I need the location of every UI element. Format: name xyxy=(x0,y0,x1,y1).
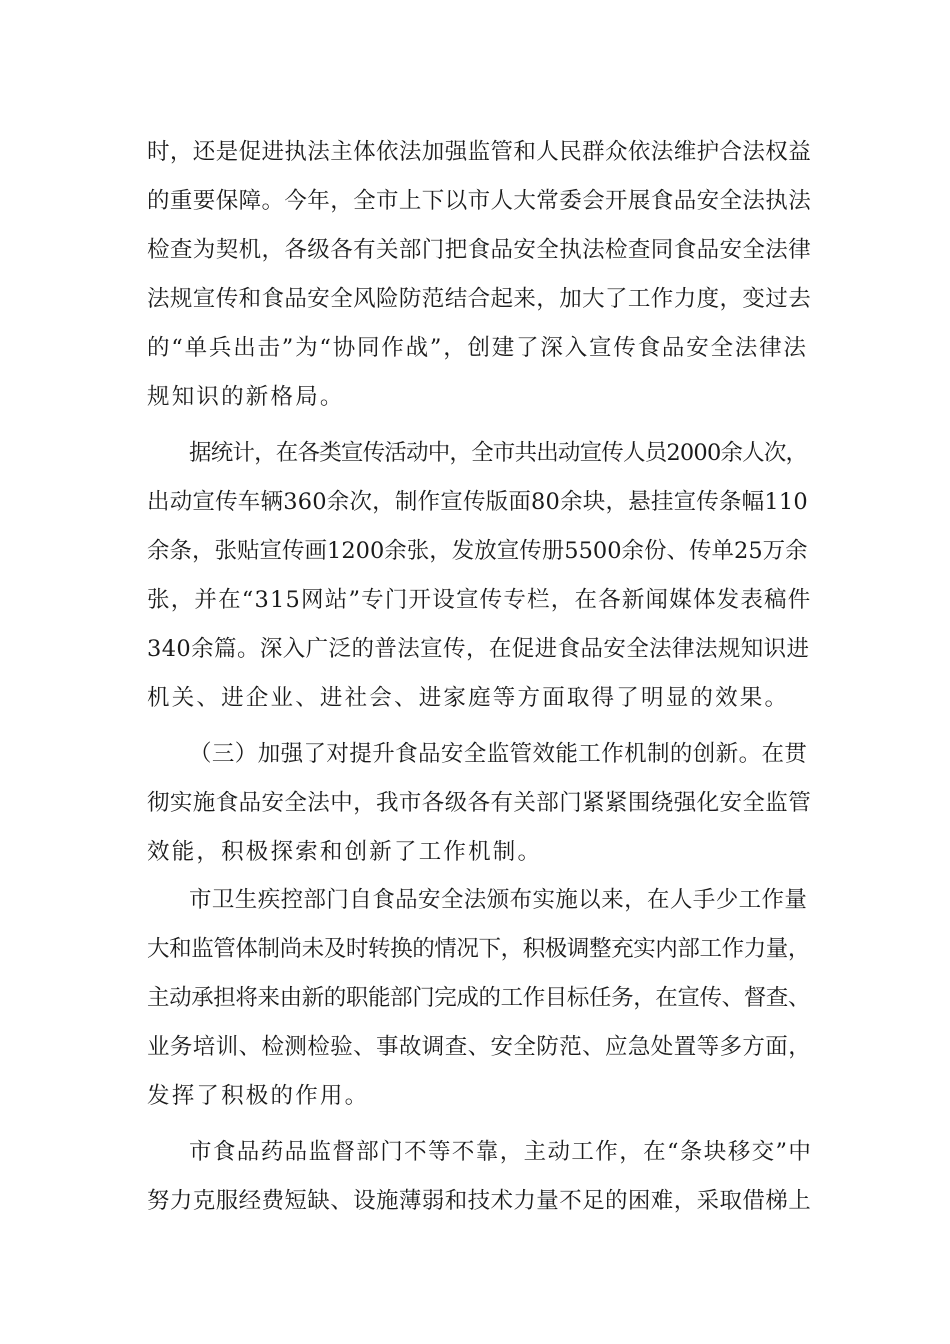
section-heading-line: （三）加强了对提升食品安全监管效能工作机制的创新。在贯 xyxy=(189,741,808,767)
text-line: 张，并在“315网站”专门开设宣传专栏，在各新闻媒体发表稿件 xyxy=(147,587,812,613)
text-line: 机关、进企业、进社会、进家庭等方面取得了明显的效果。 xyxy=(147,685,790,711)
text-line: 的重要保障。今年，全市上下以市人大常委会开展食品安全法执法 xyxy=(147,188,812,214)
text-line: 效能，积极探索和创新了工作机制。 xyxy=(147,839,543,865)
paragraph-start-line: 市卫生疾控部门自食品安全法颁布实施以来，在人手少工作量 xyxy=(189,887,808,913)
text-line: 时，还是促进执法主体依法加强监管和人民群众依法维护合法权益 xyxy=(147,139,812,165)
text-line: 主动承担将来由新的职能部门完成的工作目标任务，在宣传、督查、 xyxy=(147,985,811,1011)
text-line: 彻实施食品安全法中，我市各级各有关部门紧紧围绕强化安全监管 xyxy=(147,790,812,816)
text-line: 大和监管体制尚未及时转换的情况下，积极调整充实内部工作力量， xyxy=(147,936,811,962)
paragraph-start-line: 据统计，在各类宣传活动中，全市共出动宣传人员2000余人次， xyxy=(189,440,808,466)
text-line: 检查为契机，各级各有关部门把食品安全执法检查同食品安全法律 xyxy=(147,237,812,263)
text-line: 努力克服经费短缺、设施薄弱和技术力量不足的困难，采取借梯上 xyxy=(147,1188,812,1214)
text-line: 发挥了积极的作用。 xyxy=(147,1083,370,1109)
text-line: 余条，张贴宣传画1200余张，发放宣传册5500余份、传单25万余 xyxy=(147,538,808,564)
text-line: 业务培训、检测检验、事故调查、安全防范、应急处置等多方面， xyxy=(147,1034,812,1060)
text-line: 的“单兵出击”为“协同作战”，创建了深入宣传食品安全法律法 xyxy=(147,335,808,361)
text-line: 法规宣传和食品安全风险防范结合起来，加大了工作力度，变过去 xyxy=(147,286,812,312)
text-line: 340余篇。深入广泛的普法宣传，在促进食品安全法律法规知识进 xyxy=(147,636,810,662)
text-line: 规知识的新格局。 xyxy=(147,384,345,410)
paragraph-start-line: 市食品药品监督部门不等不靠，主动工作，在“条块移交”中 xyxy=(189,1139,813,1165)
text-line: 出动宣传车辆360余次，制作宣传版面80余块，悬挂宣传条幅110 xyxy=(147,489,808,515)
